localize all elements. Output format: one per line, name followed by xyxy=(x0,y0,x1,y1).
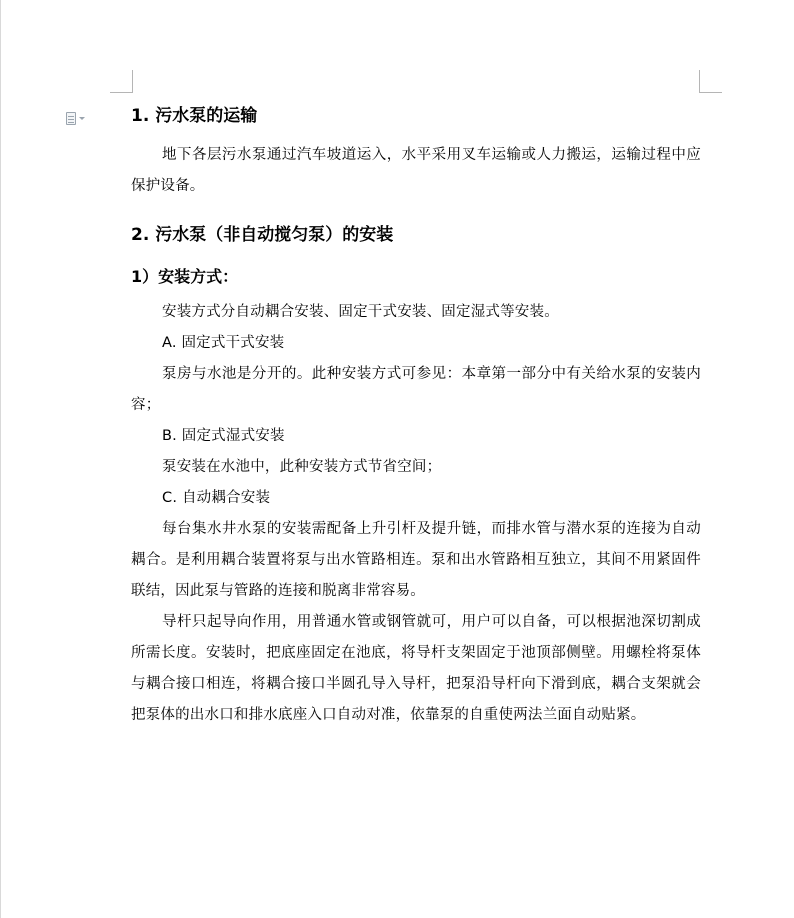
subheading-install-method: 1）安装方式： xyxy=(131,267,239,286)
margin-corner-top-right xyxy=(699,70,722,93)
section-heading-transport: 1. 污水泵的运输 xyxy=(131,106,258,126)
paragraph-install-intro: 安装方式分自动耦合安装、固定干式安装、固定湿式等安装。 xyxy=(162,304,559,320)
paragraph-a-body: 泵房与水池是分开的。此种安装方式可参见：本章第一部分中有关给水泵的安装内容； xyxy=(131,366,701,413)
chevron-down-icon xyxy=(79,117,85,120)
paragraph-handle-button[interactable] xyxy=(66,110,92,126)
item-label-b: B. 固定式湿式安装 xyxy=(162,428,285,444)
paragraph-transport: 地下各层污水泵通过汽车坡道运入，水平采用叉车运输或人力搬运，运输过程中应保护设备。 xyxy=(131,147,701,194)
paragraph-c-body-2: 导杆只起导向作用，用普通水管或钢管就可，用户可以自备，可以根据池深切割成所需长度。安装时，把底座固定在池底，将导杆支架固定于池顶部侧壁。用螺栓将泵体与耦合接口相连，将耦合接口半圆孔导入导杆，把泵沿导杆向下滑到底，耦合支架就会把泵体的出水口和排水底座入口自动对准，依靠泵的自重使两法兰面自动贴紧。 xyxy=(131,614,701,723)
paragraph-c-body-1: 每台集水井水泵的安装需配备上升引杆及提升链，而排水管与潜水泵的连接为自动耦合。是利用耦合装置将泵与出水管路相连。泵和出水管路相互独立，其间不用紧固件联结，因此泵与管路的连接和脱离非常容易。 xyxy=(131,521,701,599)
document-icon xyxy=(66,112,76,125)
paragraph-b-body: 泵安装在水池中，此种安装方式节省空间； xyxy=(162,459,442,475)
item-label-c: C. 自动耦合安装 xyxy=(162,490,271,506)
document-body[interactable] xyxy=(131,98,701,731)
section-heading-installation: 2. 污水泵（非自动搅匀泵）的安装 xyxy=(131,225,394,245)
item-label-a: A. 固定式干式安装 xyxy=(162,335,285,351)
page-edge xyxy=(0,0,1,918)
margin-corner-top-left xyxy=(110,70,133,93)
